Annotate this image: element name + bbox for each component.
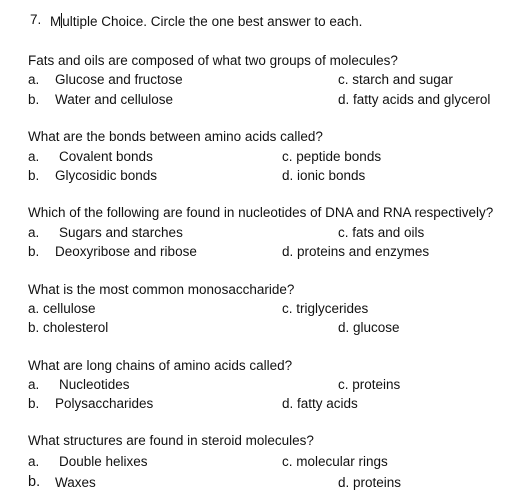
q5-option-b: Polysaccharides bbox=[55, 396, 154, 411]
q6-a-letter: a. bbox=[28, 454, 40, 469]
q1-a-letter: a. bbox=[28, 72, 40, 87]
q2-option-b: Glycosidic bonds bbox=[55, 168, 158, 183]
question-number: 7. bbox=[30, 12, 42, 27]
q3-option-d: d. proteins and enzymes bbox=[282, 244, 430, 259]
q5-b-letter: b. bbox=[28, 396, 40, 411]
q2-b-letter: b. bbox=[28, 168, 40, 183]
section-title bbox=[50, 13, 362, 29]
q5-option-a: Nucleotides bbox=[59, 377, 130, 392]
q3-option-a: Sugars and starches bbox=[59, 225, 183, 240]
question-6-prompt: What structures are found in steroid molecules? bbox=[28, 433, 314, 448]
q2-option-d: d. ionic bonds bbox=[282, 168, 366, 183]
question-3-prompt: Which of the following are found in nucleotides of DNA and RNA respectively? bbox=[28, 205, 494, 220]
q4-option-a: a. cellulose bbox=[28, 301, 96, 316]
q3-a-letter: a. bbox=[28, 225, 40, 240]
q1-option-b: Water and cellulose bbox=[55, 92, 174, 107]
q4-option-b: b. cholesterol bbox=[28, 320, 109, 335]
q2-option-c: c. peptide bonds bbox=[282, 149, 382, 164]
q3-option-b: Deoxyribose and ribose bbox=[55, 244, 197, 259]
question-2-prompt: What are the bonds between amino acids called? bbox=[28, 129, 323, 144]
title-rest: ultiple Choice. Circle the one best answer to each. bbox=[62, 14, 363, 29]
q4-option-c: c. triglycerides bbox=[282, 301, 369, 316]
q5-a-letter: a. bbox=[28, 377, 40, 392]
q6-option-c: c. molecular rings bbox=[282, 454, 388, 469]
q5-option-d: d. fatty acids bbox=[282, 396, 358, 411]
q1-b-letter: b. bbox=[28, 92, 40, 107]
question-4-prompt: What is the most common monosaccharide? bbox=[28, 282, 295, 297]
title-first-letter: M bbox=[50, 14, 62, 29]
q4-option-d: d. glucose bbox=[338, 320, 400, 335]
q6-option-b: Waxes bbox=[55, 475, 96, 490]
question-1-prompt: Fats and oils are composed of what two groups of molecules? bbox=[28, 53, 398, 68]
q1-option-a: Glucose and fructose bbox=[55, 72, 183, 87]
q1-option-d: d. fatty acids and glycerol bbox=[338, 92, 491, 107]
q2-option-a: Covalent bonds bbox=[59, 149, 153, 164]
q6-option-d: d. proteins bbox=[338, 475, 402, 490]
q5-option-c: c. proteins bbox=[338, 377, 401, 392]
q2-a-letter: a. bbox=[28, 149, 40, 164]
q3-option-c: c. fats and oils bbox=[338, 225, 425, 240]
question-5-prompt: What are long chains of amino acids called? bbox=[28, 358, 293, 373]
q1-option-c: c. starch and sugar bbox=[338, 72, 453, 87]
q6-b-letter: b. bbox=[28, 474, 41, 490]
q6-option-a: Double helixes bbox=[59, 454, 148, 469]
q3-b-letter: b. bbox=[28, 244, 40, 259]
